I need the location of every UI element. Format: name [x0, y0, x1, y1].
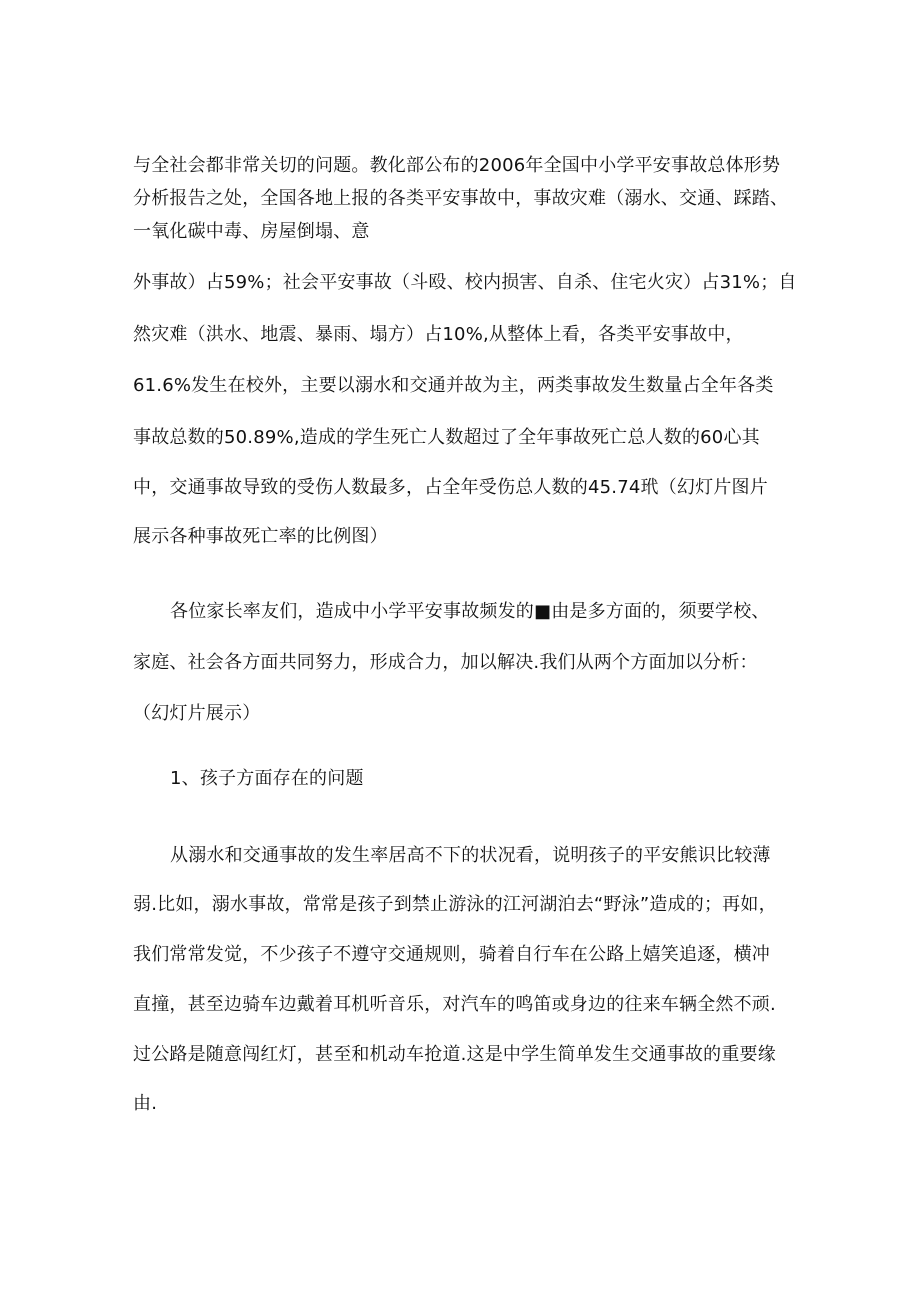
text-line: 展示各种事故死亡率的比例图） — [133, 526, 388, 547]
text-line: 事故总数的50.89%,造成的学生死亡人数超过了全年事故死亡总人数的60心其 — [133, 427, 760, 448]
text-line: 一氧化碳中毒、房屋倒塌、意 — [133, 221, 370, 242]
text-line: 家庭、社会各方面共同努力，形成合力，加以解决.我们从两个方面加以分析： — [133, 652, 758, 673]
text-line: 中，交通事故导致的受伤人数最多，占全年受伤总人数的45.74玳（幻灯片图片 — [133, 477, 768, 498]
text-line: 分析报告之处，全国各地上报的各类平安事故中，事故灾难（溺水、交通、踩踏、 — [133, 188, 789, 209]
text-line: 直撞，甚至边骑车边戴着耳机听音乐，对汽车的鸣笛或身边的往来车辆全然不顽. — [133, 994, 776, 1015]
text-line: 弱.比如，溺水事故，常常是孩子到禁止游泳的江河湖泊去“野泳”造成的；再如， — [133, 894, 777, 915]
text-line: （幻灯片展示） — [133, 703, 261, 724]
text-line: 各位家长率友们，造成中小学平安事故频发的■由是多方面的，须要学校、 — [170, 601, 770, 622]
text-line: 然灾难（洪水、地震、暴雨、塌方）占10%,从整体上看，各类平安事故中， — [133, 324, 744, 345]
text-line: 与全社会都非常关切的问题。教化部公布的2006年全国中小学平安事故总体形势 — [133, 155, 781, 176]
text-line: 由. — [133, 1093, 158, 1114]
text-line: 外事故）占59%；社会平安事故（斗殴、校内损害、自杀、住宅火灾）占31%；自 — [133, 272, 797, 293]
text-line: 从溺水和交通事故的发生率居高不下的状况看，说明孩子的平安熊识比较薄 — [170, 845, 771, 866]
text-line: 过公路是随意闯红灯，甚至和机动车抢道.这是中学生简单发生交通事故的重要缘 — [133, 1044, 776, 1065]
text-line: 我们常常发觉，不少孩子不遵守交通规则，骑着自行车在公路上嬉笑追逐，横冲 — [133, 944, 770, 965]
text-line: 61.6%发生在校外，主要以溺水和交通并故为主，两类事故发生数量占全年各类 — [133, 375, 774, 396]
section-heading: 1、孩子方面存在的问题 — [170, 768, 364, 789]
